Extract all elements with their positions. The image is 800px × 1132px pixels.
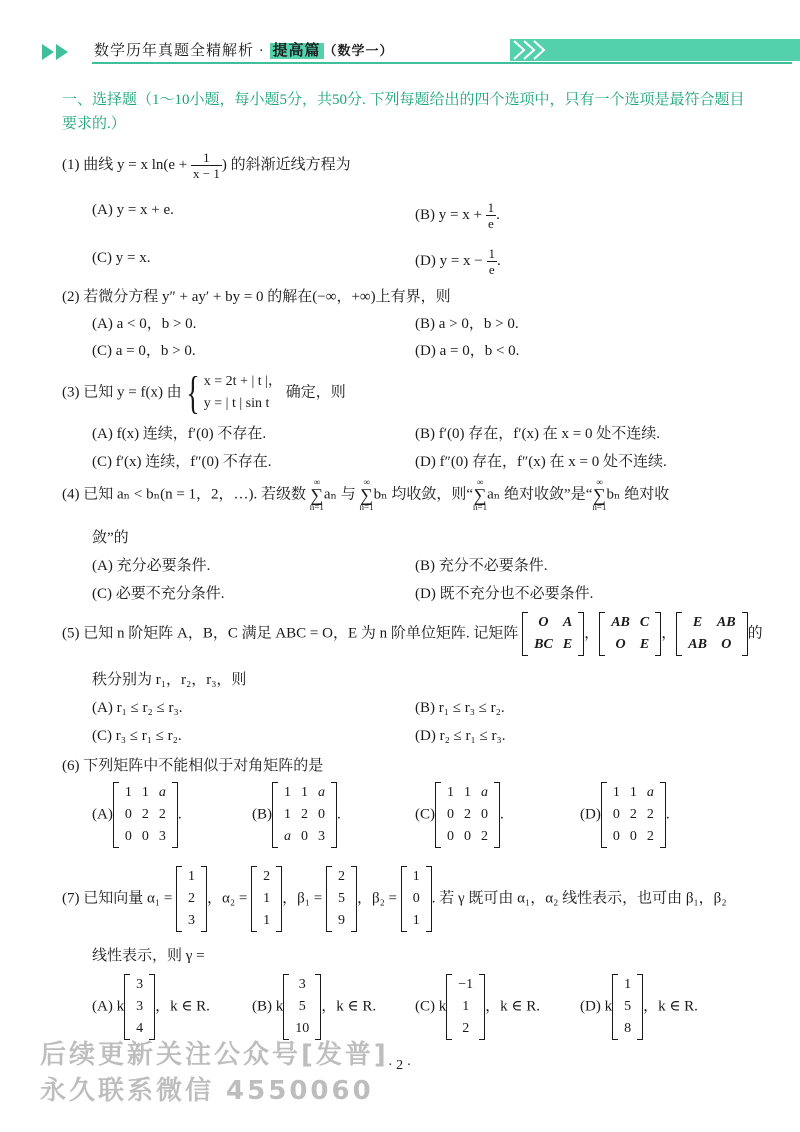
q6-matrix-c: 1 1 a 0 2 0 0 0 2 [435,782,500,848]
q7-vector-d: 1 5 8 [612,974,643,1040]
q4-stem-continued: 敛”的 [92,530,129,546]
header-title: 数学历年真题全精解析 · 提高篇 （数学一） [94,43,394,59]
q3-system: x = 2t + | t |， y = | t | sin t [203,374,282,411]
q6-stem: (6) 下列矩阵中不能相似于对角矩阵的是 [62,758,324,774]
q6-option-a: (A) 1 1 a 0 2 2 0 0 3 . [92,782,182,848]
q5-matrix-3: E AB AB O [676,612,747,656]
header-rule [92,62,792,64]
q7-option-d: (D) k 1 5 8 ，k ∈ R. [580,974,698,1040]
q6-option-c: (C) 1 1 a 0 2 0 0 0 2 . [415,782,504,848]
watermark-line-1: 后续更新关注公众号[发普] [40,1040,389,1070]
q3-stem: (3) 已知 y = f(x) 由{ x = 2t + | t |， y = | t | sin t 确定，则 [62,367,346,418]
q6-option-b: (B) 1 1 a 1 2 0 a 0 3 . [252,782,341,848]
q2-stem: (2) 若微分方程 y″ + ay′ + by = 0 的解在(−∞，+∞)上有界，则 [62,289,451,305]
q1-stem: (1) 曲线 y = x ln(e + $\frac{1}{x - 1}$ ) 的斜渐近线方程为 [62,150,351,181]
q5-option-b: (B) r₁ ≤ r₃ ≤ r₂. [415,700,505,716]
q6-matrix-d: 1 1 a 0 2 2 0 0 2 [601,782,666,848]
sum-icon: ∞ ∑ n=1 [309,477,324,512]
q4-stem: (4) 已知 aₙ < bₙ(n = 1，2，…). 若级数 ∞ ∑ n=1aₙ 与 ∞ ∑ n=1bₙ 均收敛，则“∞ ∑ n=1aₙ 绝对收敛”是“∞ ∑ n=1bₙ 绝对收 [62,477,670,512]
q2-option-b: (B) a > 0，b > 0. [415,316,519,332]
sum-icon: ∞ ∑ n=1 [592,477,607,512]
left-brace-icon: { [186,367,200,418]
q2-option-d: (D) a = 0，b < 0. [415,343,520,359]
header-subtitle: （数学一） [323,43,394,58]
q7-vector-beta1: 2 5 9 [326,866,357,932]
q4-option-b: (B) 充分不必要条件. [415,558,548,574]
q6-matrix-a: 1 1 a 0 2 2 0 0 3 [113,782,178,848]
q1-fraction: $\frac{1}{x - 1}$ [193,150,220,181]
q7-vector-c: −1 1 2 [446,974,485,1040]
q3-option-c: (C) f′(x) 连续，f″(0) 不存在. [92,454,272,470]
q5-option-c: (C) r₃ ≤ r₁ ≤ r₂. [92,728,182,744]
q7-stem-continued: 线性表示，则 γ = [92,948,205,964]
q1-option-a: (A) y = x + e. [92,202,174,218]
q7-option-b: (B) k 3 5 10 ，k ∈ R. [252,974,376,1040]
q6-option-d: (D) 1 1 a 0 2 2 0 0 2 . [580,782,670,848]
q1-option-b: (B) y = x + $\frac{1}{e}$ . [415,200,500,231]
page-header [40,36,800,66]
q2-option-a: (A) a < 0，b > 0. [92,316,197,332]
sum-icon: ∞ ∑ n=1 [473,477,488,512]
q6-matrix-b: 1 1 a 1 2 0 a 0 3 [272,782,337,848]
q5-stem-continued: 秩分别为 r₁，r₂，r₃，则 [92,672,247,688]
chevron-decoration-icon [510,39,550,61]
page-number: · 2 · [388,1058,412,1073]
section-heading: 一、选择题（1～10小题，每小题5分，共50分. 下列每题给出的四个选项中，只有一个选项是最符合题目要求的.） [62,92,745,132]
q1-option-c: (C) y = x. [92,250,151,266]
q3-option-a: (A) f(x) 连续，f′(0) 不存在. [92,426,267,442]
q4-option-d: (D) 既不充分也不必要条件. [415,586,594,602]
q4-option-c: (C) 必要不充分条件. [92,586,225,602]
q7-vector-beta2: 1 0 1 [401,866,432,932]
q3-option-b: (B) f′(0) 存在，f′(x) 在 x = 0 处不连续. [415,426,660,442]
q5-option-d: (D) r₂ ≤ r₁ ≤ r₃. [415,728,506,744]
q2-option-c: (C) a = 0，b > 0. [92,343,196,359]
q7-vector-b: 3 5 10 [283,974,321,1040]
watermark-line-2: 永久联系微信 4550060 [40,1076,374,1106]
q7-option-a: (A) k 3 3 4 ，k ∈ R. [92,974,210,1040]
q5-stem: (5) 已知 n 阶矩阵 A，B，C 满足 ABC = O，E 为 n 阶单位矩阵. 记矩阵 O A BC E ， AB C O E ， E AB AB O 的 [62,612,763,656]
q7-option-c: (C) k −1 1 2 ，k ∈ R. [415,974,540,1040]
q5-matrix-2: AB C O E [599,612,661,656]
q1-option-d: (D) y = x − $\frac{1}{e}$ . [415,246,501,277]
q7-vector-a: 3 3 4 [124,974,155,1040]
header-highlight: 提高篇 [270,43,324,59]
header-accent-bar [510,39,800,61]
q5-matrix-1: O A BC E [522,612,584,656]
q7-vector-alpha1: 1 2 3 [176,866,207,932]
double-arrow-icon [40,42,88,62]
q3-option-d: (D) f″(0) 存在，f″(x) 在 x = 0 处不连续. [415,454,667,470]
q7-vector-alpha2: 2 1 1 [251,866,282,932]
sum-icon: ∞ ∑ n=1 [359,477,374,512]
q4-option-a: (A) 充分必要条件. [92,558,211,574]
q5-option-a: (A) r₁ ≤ r₂ ≤ r₃. [92,700,183,716]
q7-stem: (7) 已知向量 α₁ = 1 2 3 ，α₂ = 2 1 1 ，β₁ = 2 5 9 ，β₂ = 1 0 1 . 若 γ 既可由 α₁，α₂ 线性表示，也可由 β₁，β₂ [62,866,727,932]
